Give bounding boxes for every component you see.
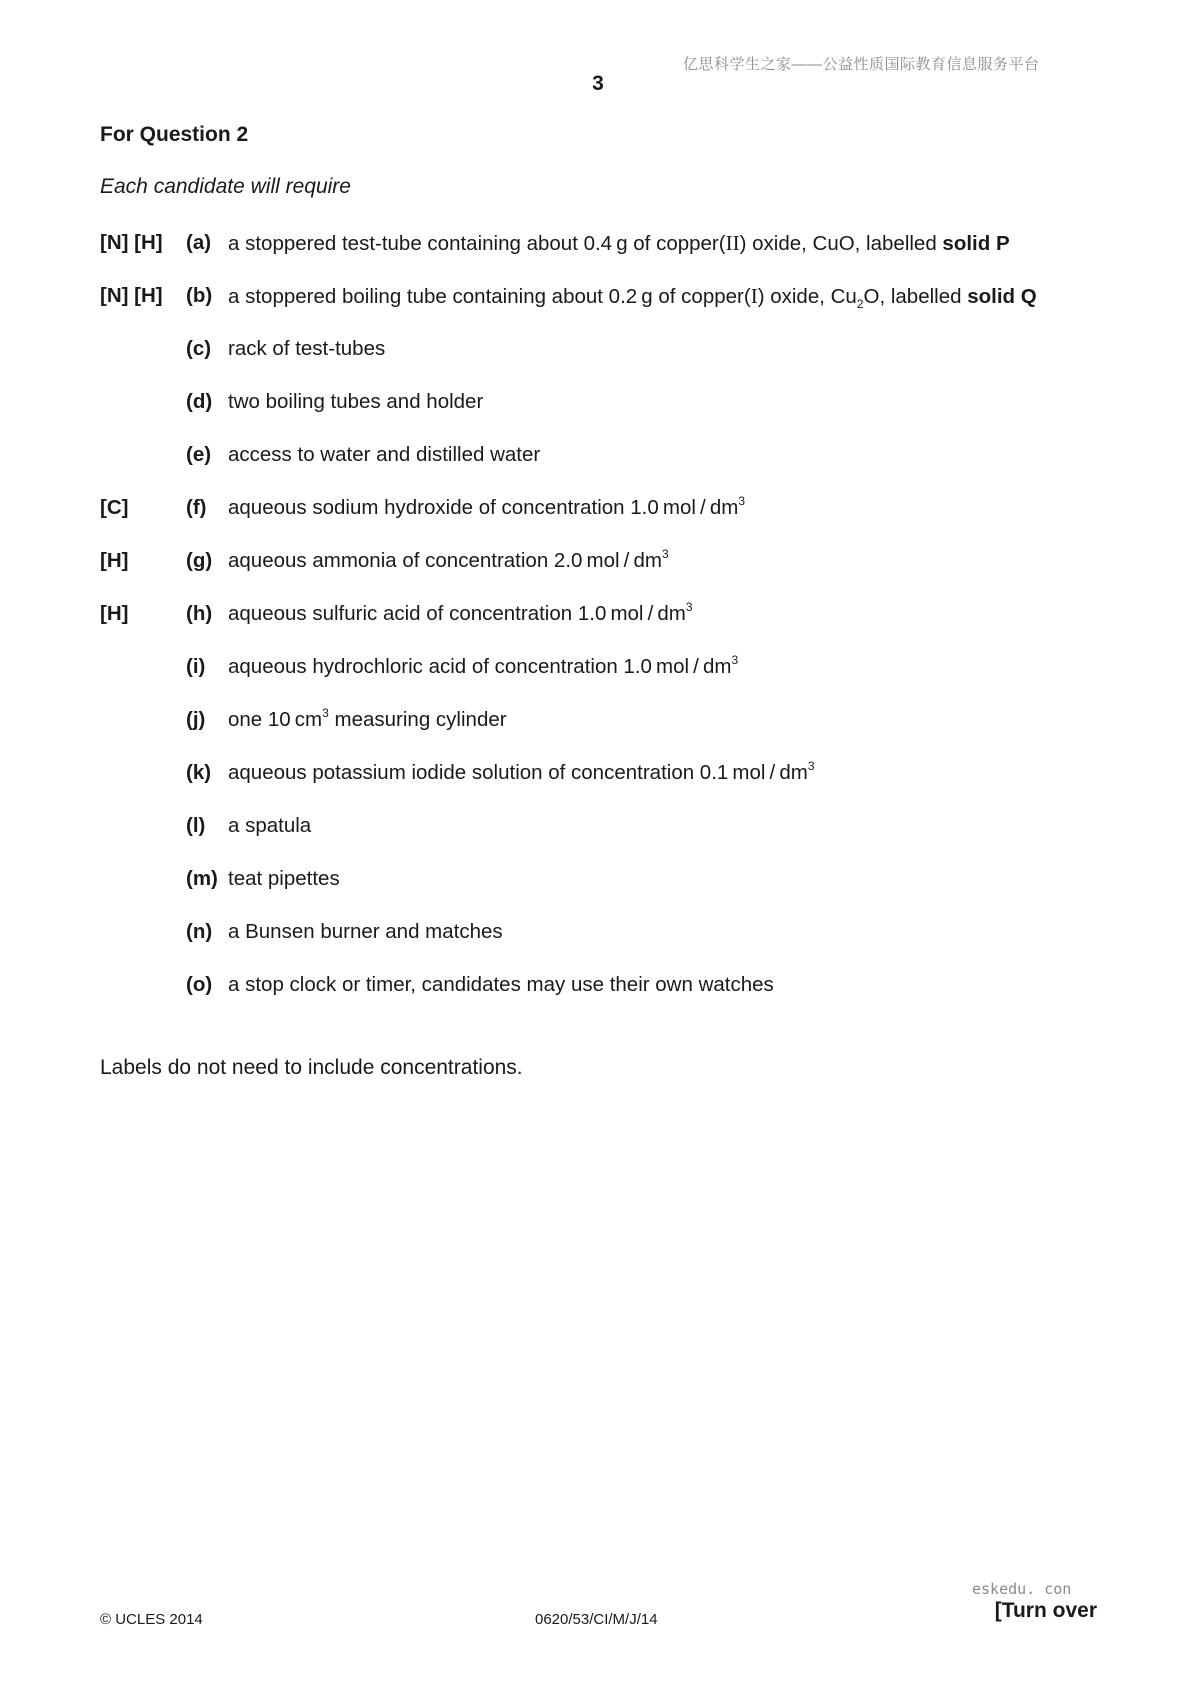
item-letter: (n) — [186, 920, 213, 943]
list-item-l — [100, 814, 1160, 867]
sample-label: solid P — [942, 232, 1010, 255]
requirements-list — [100, 231, 1160, 1026]
item-letter: (g) — [186, 549, 213, 572]
item-text: rack of test-tubes — [228, 337, 386, 360]
list-item-g — [100, 549, 1160, 602]
list-item-m — [100, 867, 1160, 920]
list-item-o — [100, 973, 1160, 1026]
list-item-h — [100, 602, 1160, 655]
item-letter: (f) — [186, 496, 207, 519]
list-item-k — [100, 761, 1160, 814]
page-number: 3 — [592, 72, 604, 95]
list-item-c — [100, 337, 1160, 390]
item-letter: (o) — [186, 973, 213, 996]
superscript: 3 — [661, 547, 669, 561]
item-tag: [N] [H] — [100, 231, 163, 254]
text-segment: aqueous ammonia of concentration 2.0 mol / dm — [228, 549, 662, 572]
text-segment: aqueous sodium hydroxide of concentration 1.0 mol / dm — [228, 496, 739, 519]
site-banner: 亿思科学生之家——公益性质国际教育信息服务平台 — [683, 56, 1040, 73]
list-item-n — [100, 920, 1160, 973]
item-letter: (h) — [186, 602, 213, 625]
item-text: a stop clock or timer, candidates may use their own watches — [228, 973, 774, 996]
list-item-a — [100, 231, 1160, 284]
item-text — [228, 761, 815, 785]
footer-paper-code: 0620/53/CI/M/J/14 — [535, 1611, 658, 1628]
item-letter: (a) — [186, 231, 212, 254]
item-text: access to water and distilled water — [228, 443, 541, 466]
item-tag: [N] [H] — [100, 284, 163, 307]
item-letter: (k) — [186, 761, 212, 784]
roman-numeral: II — [725, 231, 740, 255]
list-item-i — [100, 655, 1160, 708]
item-text — [228, 549, 669, 573]
text-segment: aqueous sulfuric acid of concentration 1.0 mol / dm — [228, 602, 686, 625]
subscript: 2 — [856, 297, 864, 311]
item-text: a spatula — [228, 814, 312, 837]
roman-numeral: I — [750, 284, 758, 308]
item-text — [228, 602, 693, 626]
item-letter: (b) — [186, 284, 213, 307]
superscript: 3 — [322, 706, 329, 720]
item-text — [228, 655, 738, 679]
item-letter: (c) — [186, 337, 212, 360]
item-text: teat pipettes — [228, 867, 340, 890]
section-title: For Question 2 — [100, 123, 249, 146]
footer-watermark-site: eskedu. con — [972, 1580, 1072, 1598]
sample-label: solid Q — [967, 285, 1037, 308]
turn-over-label: [Turn over — [994, 1599, 1097, 1622]
item-letter: (e) — [186, 443, 212, 466]
superscript: 3 — [807, 759, 815, 773]
list-item-f — [100, 496, 1160, 549]
item-text — [228, 284, 1037, 309]
text-segment: ) oxide, Cu — [757, 285, 857, 308]
list-item-b — [100, 284, 1160, 337]
text-segment: measuring cylinder — [328, 708, 507, 731]
item-tag: [C] — [100, 496, 129, 519]
item-letter: (d) — [186, 390, 213, 413]
item-text: two boiling tubes and holder — [228, 390, 484, 413]
item-tag: [H] — [100, 549, 129, 572]
item-text — [228, 708, 507, 732]
superscript: 3 — [738, 494, 745, 508]
labels-note: Labels do not need to include concentrations. — [100, 1056, 523, 1079]
item-text — [228, 496, 745, 520]
text-segment: ) oxide, CuO, labelled — [739, 232, 943, 255]
list-item-e — [100, 443, 1160, 496]
text-segment: aqueous hydrochloric acid of concentration 1.0 mol / dm — [228, 655, 732, 678]
text-segment: a stoppered boiling tube containing about 0.2 g of copper( — [228, 285, 751, 308]
item-text: a Bunsen burner and matches — [228, 920, 503, 943]
item-letter: (j) — [186, 708, 206, 731]
text-segment: a stoppered test-tube containing about 0.4 g of copper( — [228, 232, 726, 255]
text-segment: O, labelled — [863, 285, 968, 308]
footer-copyright: © UCLES 2014 — [100, 1611, 203, 1628]
text-segment: aqueous potassium iodide solution of concentration 0.1 mol / dm — [228, 761, 808, 784]
text-segment: one 10 cm — [228, 708, 323, 731]
list-item-j — [100, 708, 1160, 761]
item-letter: (m) — [186, 867, 218, 890]
item-letter: (i) — [186, 655, 206, 678]
superscript: 3 — [731, 653, 739, 667]
item-tag: [H] — [100, 602, 129, 625]
item-text — [228, 231, 1010, 256]
section-intro: Each candidate will require — [100, 175, 351, 198]
item-letter: (l) — [186, 814, 206, 837]
list-item-d — [100, 390, 1160, 443]
superscript: 3 — [685, 600, 693, 614]
